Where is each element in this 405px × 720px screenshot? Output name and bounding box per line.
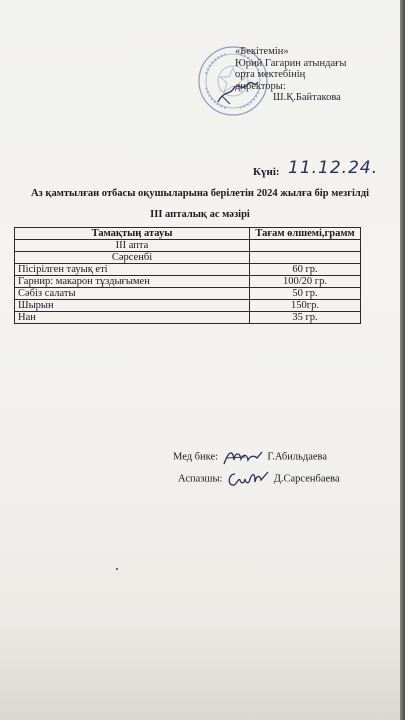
dish-name: Гарнир: макарон тұздығымен [15, 276, 250, 288]
dish-name: Пісірілген тауық еті [15, 264, 250, 276]
table-row [15, 264, 361, 276]
table-row [15, 276, 361, 288]
empty-cell [250, 240, 361, 252]
day-row [15, 252, 361, 264]
dish-name: Шырын [15, 300, 250, 312]
nurse-label: Мед бике: [173, 451, 219, 463]
week-cell: ІІІ апта [15, 240, 250, 252]
cook-name: Д.Сарсенбаева [273, 473, 340, 485]
approval-school-name: Юрий Гагарин атындағы [235, 57, 347, 69]
dish-amount: 50 гр. [250, 288, 361, 300]
menu-table [14, 227, 361, 324]
cook-signature-line [178, 468, 340, 490]
dish-amount: 150гр. [250, 300, 361, 312]
table-row [15, 312, 361, 324]
approval-title: «Бекітемін» [235, 46, 289, 57]
cook-label: Аспазшы: [178, 473, 223, 485]
date-label: Күні: [253, 166, 280, 178]
nurse-signature-line [173, 446, 327, 468]
table-header-row [15, 228, 361, 240]
dish-amount: 60 гр. [250, 264, 361, 276]
table-row [15, 288, 361, 300]
approval-school-type: орта мектебінің [235, 69, 306, 80]
background-edge [400, 0, 405, 720]
approval-director-name: Ш.Қ.Байтакова [273, 92, 341, 103]
nurse-name: Г.Абильдаева [267, 451, 328, 463]
cook-signature [225, 468, 271, 490]
nurse-signature [221, 446, 265, 468]
day-cell: Сәрсенбі [15, 252, 250, 264]
week-row [15, 240, 361, 252]
date-value: 11.12.24. [288, 158, 379, 178]
dish-amount: 35 гр. [250, 312, 361, 324]
dish-name: Сәбіз салаты [15, 288, 250, 300]
column-header-portion: Тағам өлшемі,грамм [250, 228, 361, 240]
approval-position: директоры: [235, 80, 286, 92]
column-header-dish: Тамақтың атауы [15, 228, 250, 240]
empty-cell [250, 252, 361, 264]
table-row [15, 300, 361, 312]
document-subtitle: ІІІ апталық ас мәзірі [150, 209, 250, 220]
dish-name: Нан [15, 312, 250, 324]
approval-block [235, 46, 400, 104]
dish-amount: 100/20 гр. [250, 276, 361, 288]
paper-shadow [0, 620, 400, 720]
stray-mark [116, 568, 118, 570]
document-title: Аз қамтылған отбасы оқушыларына берілетін 2024 жылға бір мезгілді [30, 188, 370, 199]
